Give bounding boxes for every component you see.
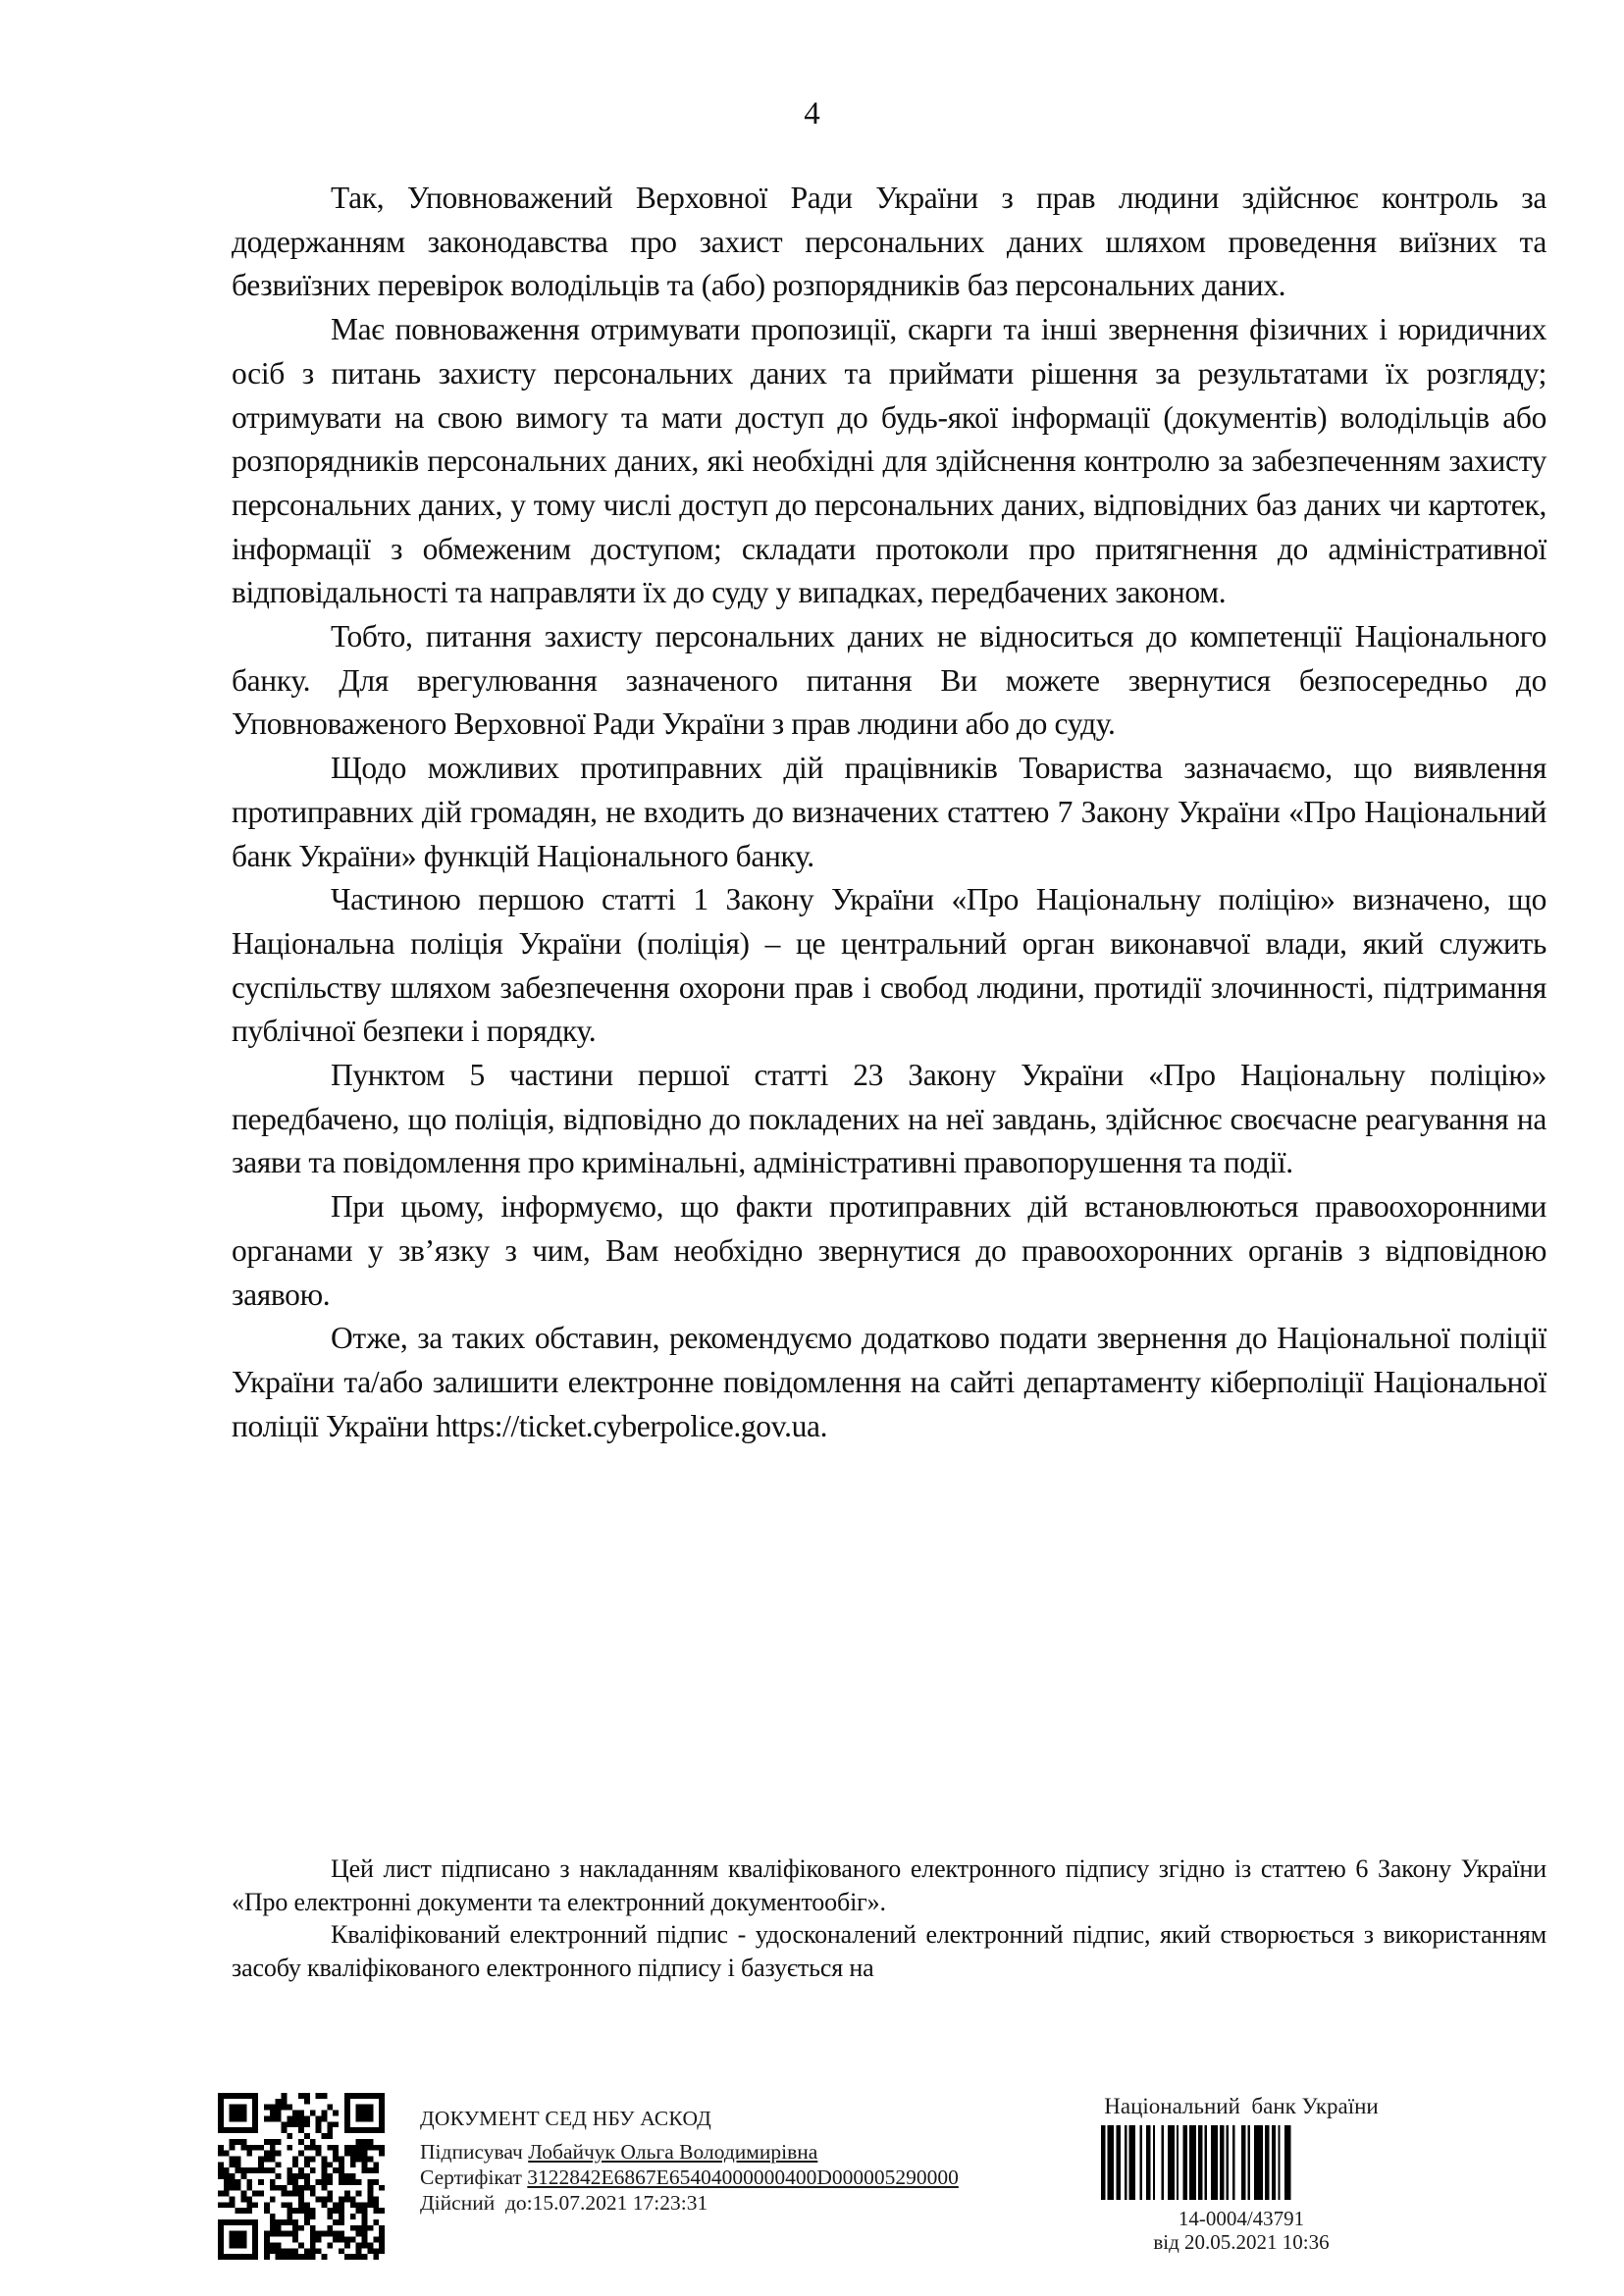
letter-body xyxy=(232,177,1546,1448)
valid-label: Дійсний до: xyxy=(420,2191,533,2215)
signer-name: Лобайчук Ольга Володимирівна xyxy=(528,2140,818,2164)
certificate-row xyxy=(420,2165,959,2190)
registration-number: 14-0004/43791 xyxy=(1178,2207,1305,2230)
notice-paragraph-signed: Цей лист підписано з накладанням кваліфікованого електронного підпису згідно із статтею 6 Закону України «Про електронні документи та електронний документообіг». xyxy=(232,1854,1546,1916)
signature-system-label: ДОКУМЕНТ СЕД НБУ АСКОД xyxy=(420,2107,711,2130)
validity-row xyxy=(420,2190,959,2216)
paragraph-law-enforcement: При цьому, інформуємо, що факти протиправних дій встановлюються правоохоронними органами у зв’язку з чим, Вам необхідно звернутися до правоохоронних органів з відповідною заявою. xyxy=(232,1189,1546,1312)
registration-date-prefix: від xyxy=(1153,2230,1179,2254)
signer-row xyxy=(420,2139,959,2165)
signer-label: Підписувач xyxy=(420,2140,523,2164)
paragraph-unlawful-actions: Щодо можливих протиправних дій працівників Товариства зазначаємо, що виявлення протиправних дій громадян, не входить до визначених статтею 7 Закону України «Про Національний банк України» функцій Національного банку. xyxy=(232,751,1546,873)
paragraph-police-law-article-1: Частиною першою статті 1 Закону України «Про Національну поліцію» визначено, що Національна поліція України (поліція) – це центральний орган виконавчої влади, який служить суспільству шляхом забезпечення охорони прав і свобод людини, протидії злочинності, підтримання публічної безпеки і порядку. xyxy=(232,882,1546,1049)
e-signature-notice xyxy=(232,1852,1546,1984)
notice-paragraph-definition: Кваліфікований електронний підпис - удосконалений електронний підпис, який створюється з використанням засобу кваліфікованого електронного підпису і базується на xyxy=(232,1920,1546,1982)
registration-date: 20.05.2021 10:36 xyxy=(1184,2230,1330,2254)
registration-stamp xyxy=(1070,2094,1413,2254)
paragraph-police-law-article-23: Пунктом 5 частини першої статті 23 Закону України «Про Національну поліцію» передбачено, що поліція, відповідно до покладених на неї завдань, здійснює своєчасне реагування на заяви та повідомлення про кримінальні, адміністративні правопорушення та події. xyxy=(232,1058,1546,1180)
page-number: 4 xyxy=(804,96,820,131)
signature-info xyxy=(420,2106,959,2216)
qr-code-icon xyxy=(218,2093,385,2260)
barcode-icon xyxy=(1101,2125,1364,2200)
certificate-label: Сертифікат xyxy=(420,2166,522,2189)
paragraph-ombudsman-powers: Має повноваження отримувати пропозиції, скарги та інші звернення фізичних і юридичних осіб з питань захисту персональних даних та приймати рішення за результатами їх розгляду; отримувати на свою вимогу та мати доступ до будь-якої інформації (документів) володільців або розпорядників персональних даних, які необхідні для здійснення контролю за забезпеченням захисту персональних даних, у тому числі доступ до персональних даних, відповідних баз даних чи картотек, інформації з обмеженим доступом; складати протоколи про притягнення до адміністративної відповідальності та направляти їх до суду у випадках, передбачених законом. xyxy=(232,312,1546,610)
certificate-id: 3122842E6867E65404000000400D000005290000 xyxy=(527,2166,959,2189)
valid-until: 15.07.2021 17:23:31 xyxy=(532,2191,708,2215)
paragraph-not-nbu-competence: Тобто, питання захисту персональних даних не відноситься до компетенції Національного банку. Для врегулювання зазначеного питання Ви можете звернутися безпосередньо до Уповноваженого Верховної Ради України з прав людини або до суду. xyxy=(232,619,1546,742)
registration-date-row xyxy=(1070,2230,1413,2254)
recommendation-text: Отже, за таких обставин, рекомендуємо додатково подати звернення до Національної поліції України та/або залишити електронне повідомлення на сайті департаменту кіберполіції Національної поліції України https://ticket.cyberpolice.gov.ua. xyxy=(232,1321,1546,1443)
paragraph-ombudsman-control: Так, Уповноважений Верховної Ради України з прав людини здійснює контроль за додержанням законодавства про захист персональних даних шляхом проведення виїзних та безвиїзних перевірок володільців та (або) розпорядників баз персональних даних. xyxy=(232,181,1546,303)
registration-organization: Національний банк України xyxy=(1104,2094,1379,2118)
paragraph-recommendation xyxy=(232,1317,1546,1448)
